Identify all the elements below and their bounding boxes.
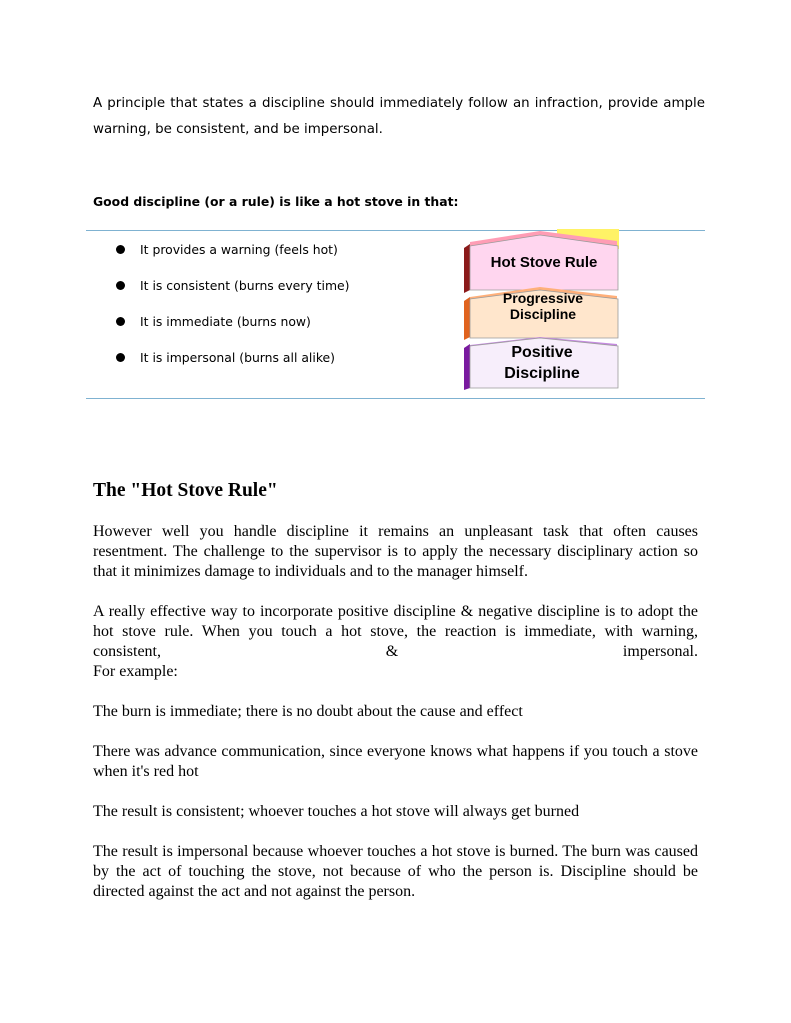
list-item: [116, 267, 349, 303]
paragraph-2-tail: For example:: [93, 663, 178, 680]
tier-side-progressive: [464, 297, 470, 340]
bullet-text: It is immediate (burns now): [140, 313, 311, 329]
tier-label-positive-1: Positive: [511, 344, 573, 361]
list-item: [116, 303, 349, 339]
paragraph-2: [93, 602, 698, 682]
bullet-icon: [116, 281, 125, 290]
tier-label-hot-stove: Hot Stove Rule: [490, 254, 598, 271]
tier-side-hot-stove: [464, 244, 470, 293]
list-item: [116, 339, 349, 375]
paragraph-2-main: A really effective way to incorporate positive discipline & negative discipline is to adopt the hot stove rule. When you touch a hot stove, the reaction is immediate, with warning, consistent, & impersonal.: [93, 603, 698, 660]
tier-label-progressive-1: Progressive: [502, 290, 584, 306]
paragraph-3: The burn is immediate; there is no doubt about the cause and effect: [93, 703, 523, 720]
stacked-discipline-diagram: [461, 227, 623, 392]
paragraph-5: The result is consistent; whoever touches a hot stove will always get burned: [93, 803, 580, 820]
paragraph-1: However well you handle discipline it remains an unpleasant task that often causes resentment. The challenge to the supervisor is to apply the necessary disciplinary action so that it minimizes damage to individuals and to the manager himself.: [93, 523, 698, 580]
bottom-divider: [86, 398, 705, 399]
bullet-text: It provides a warning (feels hot): [140, 241, 338, 257]
list-item: [116, 231, 349, 267]
bullet-icon: [116, 245, 125, 254]
bullet-text: It is impersonal (burns all alike): [140, 349, 336, 365]
bullet-text: It is consistent (burns every time): [140, 277, 350, 293]
bullet-icon: [116, 353, 125, 362]
tier-side-positive: [464, 344, 470, 390]
tier-label-positive-2: Discipline: [504, 365, 580, 382]
intro-paragraph: A principle that states a discipline should immediately follow an infraction, provide ample warning, be consistent, and be impersonal.: [93, 96, 705, 137]
bullet-icon: [116, 317, 125, 326]
article-heading: The "Hot Stove Rule": [93, 480, 278, 501]
tier-label-progressive-2: Discipline: [509, 306, 577, 322]
section-label: Good discipline (or a rule) is like a hot stove in that:: [93, 194, 459, 209]
paragraph-6: The result is impersonal because whoever touches a hot stove is burned. The burn was caused by the act of touching the stove, not because of who the person is. Discipline should be directed against the act and not against the person.: [93, 843, 698, 900]
paragraph-4: There was advance communication, since everyone knows what happens if you touch a stove when it's red hot: [93, 743, 698, 780]
bullet-list: [116, 231, 349, 375]
